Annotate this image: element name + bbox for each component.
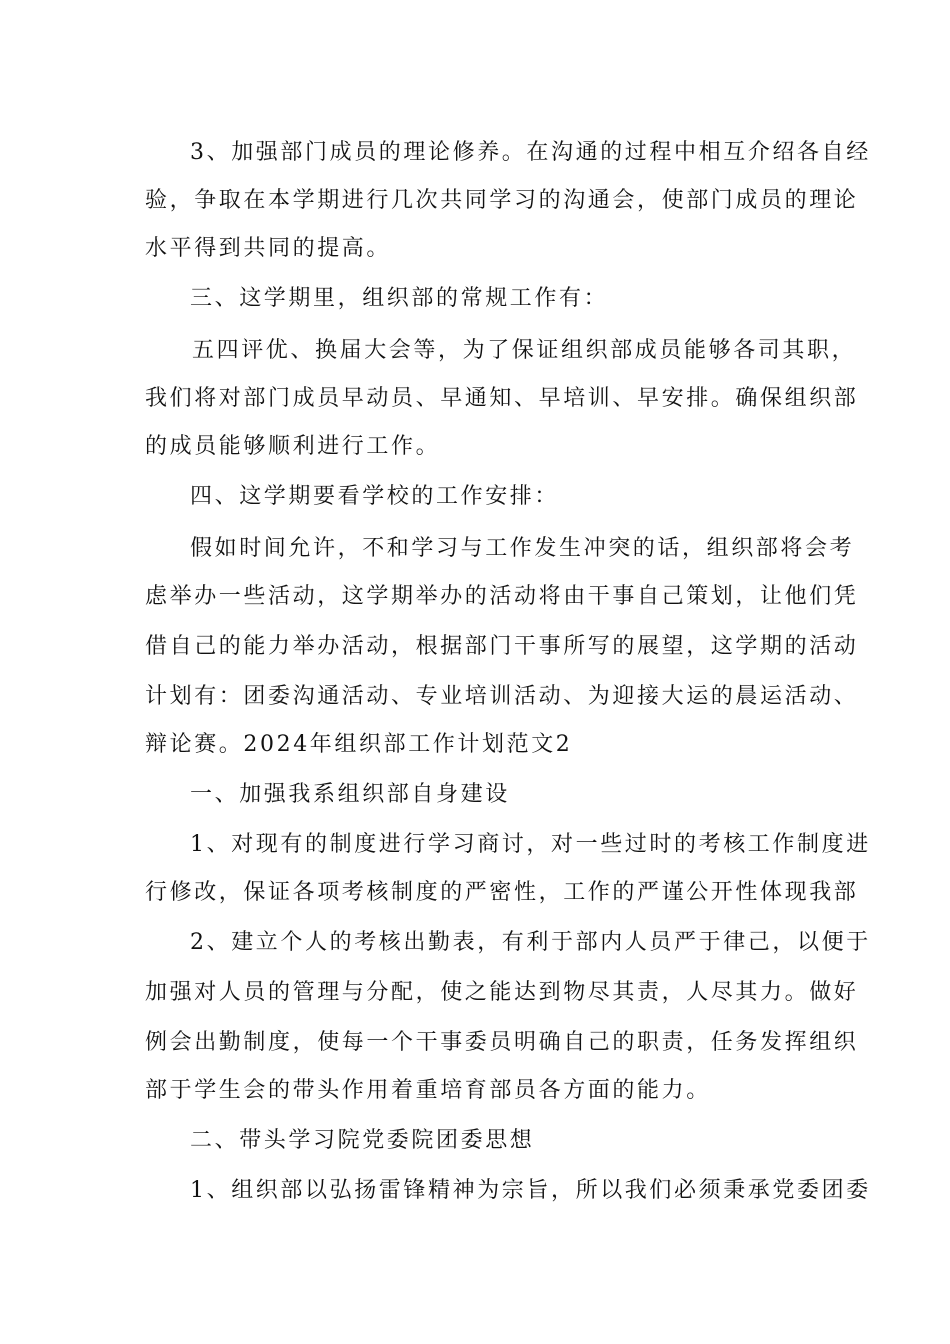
text-line-17: 2、建立个人的考核出勤表，有利于部内人员严于律己，以便于 (190, 930, 871, 955)
section-heading-3: 三、这学期里，组织部的常规工作有： (190, 286, 609, 311)
text-line-16: 行修改，保证各项考核制度的严密性，工作的严谨公开性体现我部 (145, 880, 859, 905)
text-line-10: 虑举办一些活动，这学期举办的活动将由干事自己策划，让他们凭 (145, 584, 859, 609)
text-line-5: 五四评优、换届大会等，为了保证组织部成员能够各司其职， (192, 338, 857, 363)
text-line-1: 3、加强部门成员的理论修养。在沟通的过程中相互介绍各自经 (190, 140, 871, 165)
text-line-11: 借自己的能力举办活动，根据部门干事所写的展望，这学期的活动 (145, 634, 859, 659)
text-line-7: 的成员能够顺利进行工作。 (145, 434, 441, 459)
text-line-20: 部于学生会的带头作用着重培育部员各方面的能力。 (145, 1078, 711, 1103)
text-line-2: 验，争取在本学期进行几次共同学习的沟通会，使部门成员的理论 (145, 188, 859, 213)
text-line-18: 加强对人员的管理与分配，使之能达到物尽其责，人尽其力。做好 (145, 980, 859, 1005)
text-line-15: 1、对现有的制度进行学习商讨，对一些过时的考核工作制度进 (190, 832, 871, 857)
text-line-9: 假如时间允许，不和学习与工作发生冲突的话，组织部将会考 (190, 536, 855, 561)
text-line-6: 我们将对部门成员早动员、早通知、早培训、早安排。确保组织部 (145, 386, 859, 411)
section-heading-4: 四、这学期要看学校的工作安排： (190, 484, 560, 509)
text-line-19: 例会出勤制度，使每一个干事委员明确自己的职责，任务发挥组织 (145, 1030, 859, 1055)
text-line-22: 1、组织部以弘扬雷锋精神为宗旨，所以我们必须秉承党委团委 (190, 1178, 871, 1203)
text-line-3: 水平得到共同的提高。 (145, 236, 392, 261)
section-heading-2: 二、带头学习院党委院团委思想 (190, 1128, 535, 1153)
text-line-13: 辩论赛。2024年组织部工作计划范文2 (145, 732, 573, 757)
section-heading-1: 一、加强我系组织部自身建设 (190, 782, 510, 807)
text-line-12: 计划有：团委沟通活动、专业培训活动、为迎接大运的晨运活动、 (145, 684, 859, 709)
